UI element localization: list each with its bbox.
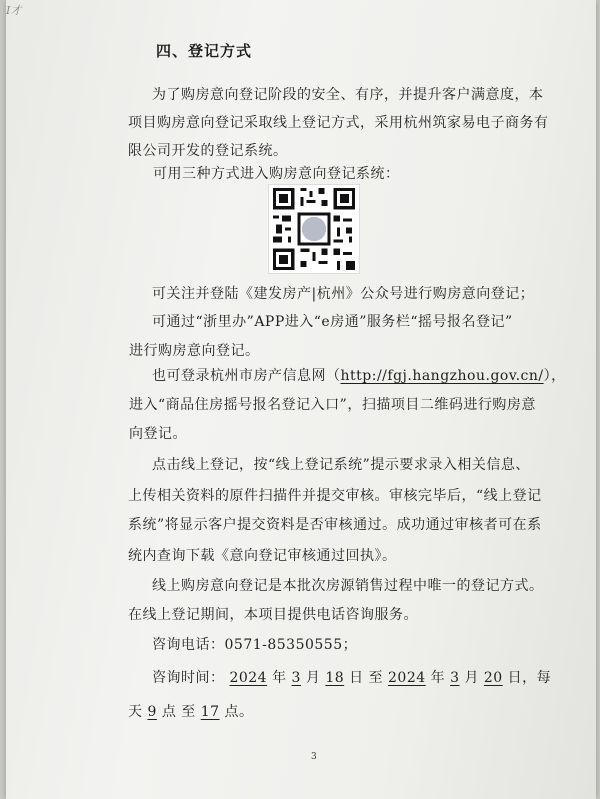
paragraph-line: 点击线上登记，按“线上登记系统”提示要求录入相关信息、 bbox=[152, 457, 530, 473]
document-page bbox=[6, 0, 596, 799]
day-unit: 日 bbox=[349, 670, 364, 686]
start-year: 2024 bbox=[229, 670, 268, 686]
start-day: 18 bbox=[325, 670, 345, 686]
paragraph-line: 可关注并登陆《建发房产|杭州》公众号进行购房意向登记； bbox=[152, 286, 535, 302]
end-day: 20 bbox=[483, 670, 503, 686]
paragraph-line: 线上购房意向登记是本批次房源销售过程中唯一的登记方式。 bbox=[152, 578, 544, 594]
paragraph-line: 统内查询下载《意向登记审核通过回执》。 bbox=[128, 548, 397, 564]
paragraph-line: 限公司开发的登记系统。 bbox=[128, 143, 288, 159]
phone-line: 咨询电话：0571-85350555； bbox=[152, 637, 358, 653]
paragraph-line bbox=[152, 365, 566, 385]
paragraph-line: 可用三种方式进入购房意向登记系统： bbox=[153, 166, 400, 182]
day-prefix: 天 bbox=[128, 704, 143, 720]
paragraph-line: 系统”将显示客户提交资料是否审核通过。成功通过审核者可在系 bbox=[128, 517, 542, 533]
month-unit: 月 bbox=[464, 670, 479, 686]
trail-text: 日，每 bbox=[507, 670, 552, 686]
paragraph-line: 进行购房意向登记。 bbox=[129, 343, 260, 359]
paragraph-line: 向登记。 bbox=[129, 426, 187, 442]
page-number: 3 bbox=[311, 752, 317, 762]
text-segment: ）， bbox=[543, 368, 566, 384]
year-unit: 年 bbox=[430, 670, 446, 686]
hour-end: 点。 bbox=[224, 704, 254, 720]
start-month: 3 bbox=[291, 670, 301, 686]
qr-code-image bbox=[268, 184, 360, 274]
close-hour: 17 bbox=[200, 704, 220, 720]
corner-mark: I才 bbox=[6, 4, 22, 17]
end-month: 3 bbox=[450, 670, 460, 686]
month-unit: 月 bbox=[305, 670, 321, 686]
paragraph-line: 进入“商品住房摇号报名登记入口”，扫描项目二维码进行购房意 bbox=[129, 397, 536, 413]
paragraph-line: 项目购房意向登记采取线上登记方式，采用杭州筑家易电子商务有 bbox=[128, 115, 549, 131]
open-hour: 9 bbox=[147, 704, 157, 720]
hours-prefix: 咨询时间： bbox=[152, 670, 225, 686]
paragraph-line: 可通过“浙里办”APP进入“e房通”服务栏“摇号报名登记” bbox=[152, 314, 513, 330]
paragraph-line: 为了购房意向登记阶段的安全、有序，并提升客户满意度，本 bbox=[152, 87, 544, 103]
hours-line bbox=[152, 667, 551, 687]
to-word: 至 bbox=[368, 670, 384, 686]
website-link[interactable]: http://fgj.hangzhou.gov.cn/ bbox=[340, 368, 544, 384]
hours-line-2 bbox=[128, 701, 254, 721]
hour-to: 点 至 bbox=[161, 704, 196, 720]
paragraph-line: 在线上登记期间，本项目提供电话咨询服务。 bbox=[128, 607, 418, 623]
text-segment: 也可登录杭州市房产信息网（ bbox=[152, 368, 341, 384]
paragraph-line: 上传相关资料的原件扫描件并提交审核。审核完毕后，“线上登记 bbox=[128, 488, 542, 504]
end-year: 2024 bbox=[388, 670, 426, 686]
year-unit: 年 bbox=[272, 670, 287, 686]
qr-code-icon bbox=[269, 185, 359, 273]
section-heading: 四、登记方式 bbox=[156, 42, 253, 60]
